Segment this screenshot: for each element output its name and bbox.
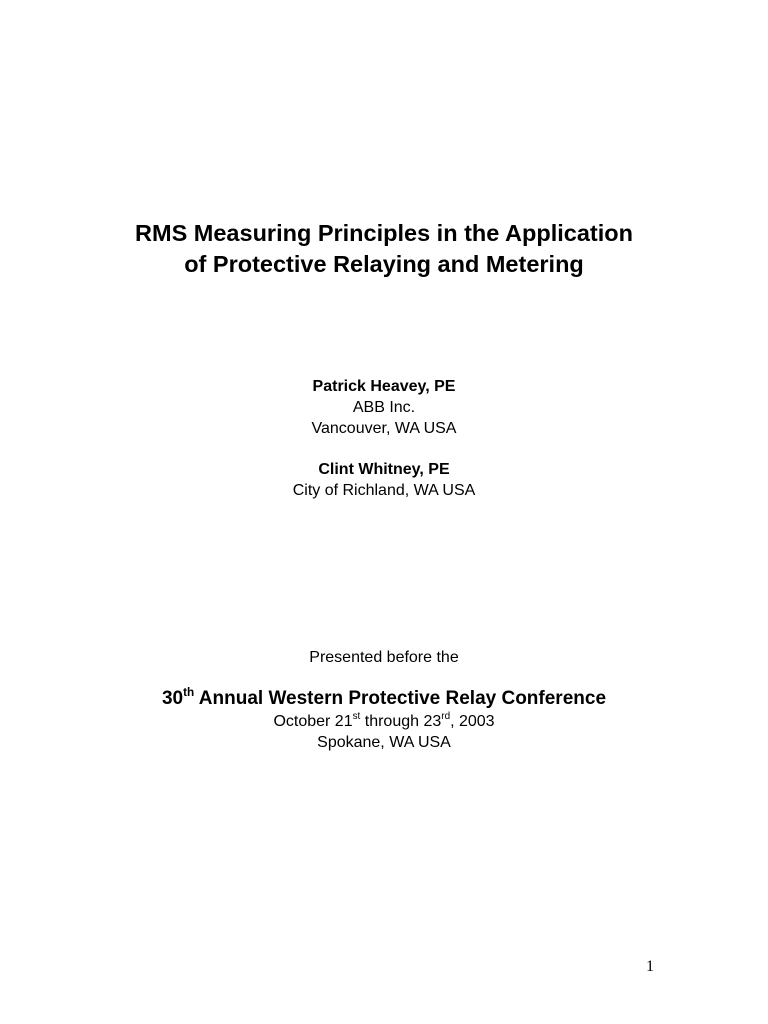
author-affiliation: City of Richland, WA USA — [292, 482, 476, 499]
conference-location: Spokane, WA USA — [317, 734, 451, 751]
author-block-1 — [0, 376, 768, 439]
paper-title — [0, 218, 768, 280]
page-number: 1 — [646, 958, 654, 975]
author-name: Patrick Heavey, PE — [312, 378, 456, 395]
date-start-suffix: st — [352, 711, 361, 723]
conference-ordinal-suffix: th — [183, 686, 195, 700]
title-line-2: of Protective Relaying and Metering — [184, 251, 584, 277]
conference-dates — [0, 711, 768, 732]
date-end-suffix: rd — [441, 711, 451, 723]
conference-name — [0, 687, 768, 711]
author-name: Clint Whitney, PE — [318, 461, 450, 478]
conference-title: Annual Western Protective Relay Conference — [194, 688, 607, 709]
author-affiliation: ABB Inc. — [352, 399, 416, 416]
author-block-2 — [0, 459, 768, 501]
conference-ordinal: 30 — [161, 688, 184, 709]
date-year: , 2003 — [450, 713, 495, 730]
date-start: October 21 — [273, 713, 353, 730]
date-through: through 23 — [360, 713, 442, 730]
author-location: Vancouver, WA USA — [311, 420, 457, 437]
conference-details — [0, 711, 768, 753]
presented-before-text: Presented before the — [309, 649, 459, 666]
title-line-1: RMS Measuring Principles in the Application — [135, 220, 633, 246]
